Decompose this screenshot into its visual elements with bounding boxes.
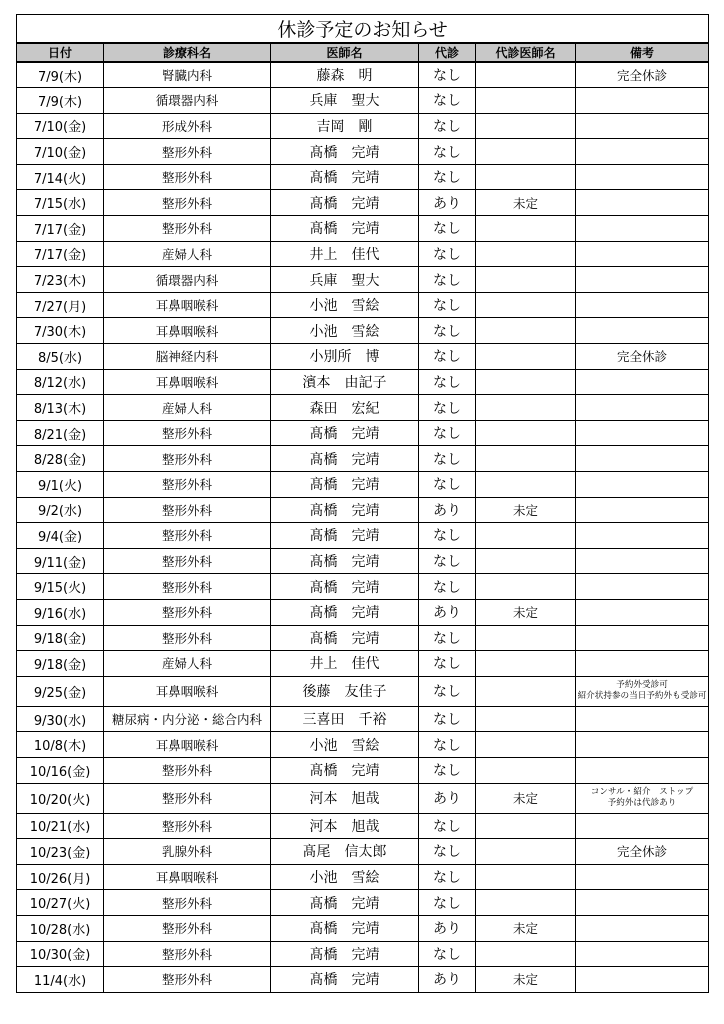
cell-substitute-doctor <box>476 292 576 318</box>
cell-department: 耳鼻咽喉科 <box>104 732 271 758</box>
table-row <box>17 446 709 472</box>
table-row <box>17 497 709 523</box>
cell-remarks: 完全休診 <box>576 62 709 88</box>
cell-doctor: 髙橋 完靖 <box>271 625 419 651</box>
cell-substitute-doctor <box>476 395 576 421</box>
cell-department: 整形外科 <box>104 216 271 242</box>
cell-remarks: 完全休診 <box>576 344 709 370</box>
cell-doctor: 髙橋 完靖 <box>271 190 419 216</box>
cell-doctor: 髙尾 信太郎 <box>271 839 419 865</box>
cell-substitute-doctor <box>476 676 576 706</box>
cell-department: 整形外科 <box>104 472 271 498</box>
cell-substitute-doctor <box>476 548 576 574</box>
cell-doctor: 井上 佳代 <box>271 241 419 267</box>
cell-substitute: あり <box>419 783 476 813</box>
cell-substitute: なし <box>419 651 476 677</box>
table-row <box>17 523 709 549</box>
table-row <box>17 839 709 865</box>
cell-substitute-doctor <box>476 62 576 88</box>
cell-department: 整形外科 <box>104 446 271 472</box>
cell-department: 糖尿病・内分泌・総合内科 <box>104 706 271 732</box>
table-row <box>17 267 709 293</box>
cell-substitute: なし <box>419 757 476 783</box>
table-row <box>17 941 709 967</box>
cell-substitute: あり <box>419 599 476 625</box>
cell-date: 9/4(金) <box>17 523 104 549</box>
cell-doctor: 髙橋 完靖 <box>271 139 419 165</box>
cell-department: 整形外科 <box>104 420 271 446</box>
cell-doctor: 髙橋 完靖 <box>271 472 419 498</box>
cell-doctor: 髙橋 完靖 <box>271 420 419 446</box>
cell-remarks <box>576 967 709 993</box>
cell-department: 整形外科 <box>104 757 271 783</box>
cell-date: 9/18(金) <box>17 625 104 651</box>
cell-department: 整形外科 <box>104 190 271 216</box>
cell-substitute: なし <box>419 706 476 732</box>
cell-substitute-doctor <box>476 139 576 165</box>
cell-department: 産婦人科 <box>104 395 271 421</box>
header-doctor: 医師名 <box>271 43 419 62</box>
table-row <box>17 548 709 574</box>
cell-date: 8/12(水) <box>17 369 104 395</box>
table-row <box>17 676 709 706</box>
cell-remarks <box>576 420 709 446</box>
cell-remarks <box>576 651 709 677</box>
cell-department: 形成外科 <box>104 113 271 139</box>
table-row <box>17 915 709 941</box>
cell-substitute: なし <box>419 292 476 318</box>
cell-substitute: なし <box>419 574 476 600</box>
cell-date: 10/16(金) <box>17 757 104 783</box>
cell-date: 9/2(水) <box>17 497 104 523</box>
cell-remarks <box>576 548 709 574</box>
cell-date: 7/27(月) <box>17 292 104 318</box>
cell-substitute: なし <box>419 523 476 549</box>
cell-substitute-doctor: 未定 <box>476 190 576 216</box>
cell-date: 10/21(水) <box>17 813 104 839</box>
cell-date: 7/23(木) <box>17 267 104 293</box>
cell-department: 耳鼻咽喉科 <box>104 369 271 395</box>
cell-department: 耳鼻咽喉科 <box>104 864 271 890</box>
cell-department: 耳鼻咽喉科 <box>104 318 271 344</box>
table-row <box>17 651 709 677</box>
cell-date: 9/1(火) <box>17 472 104 498</box>
cell-substitute-doctor <box>476 523 576 549</box>
header-row <box>17 43 709 62</box>
table-row <box>17 420 709 446</box>
table-row <box>17 216 709 242</box>
cell-date: 7/30(木) <box>17 318 104 344</box>
cell-department: 整形外科 <box>104 915 271 941</box>
cell-doctor: 髙橋 完靖 <box>271 548 419 574</box>
table-row <box>17 318 709 344</box>
cell-date: 8/21(金) <box>17 420 104 446</box>
table-row <box>17 292 709 318</box>
cell-department: 整形外科 <box>104 548 271 574</box>
cell-remarks <box>576 497 709 523</box>
cell-remarks: 予約外受診可 紹介状持参の当日予約外も受診可 <box>576 676 709 706</box>
cell-substitute-doctor <box>476 706 576 732</box>
cell-date: 8/28(金) <box>17 446 104 472</box>
cell-substitute-doctor: 未定 <box>476 599 576 625</box>
cell-substitute-doctor: 未定 <box>476 783 576 813</box>
cell-substitute: なし <box>419 941 476 967</box>
cell-doctor: 髙橋 完靖 <box>271 216 419 242</box>
cell-department: 整形外科 <box>104 164 271 190</box>
cell-remarks <box>576 292 709 318</box>
cell-substitute-doctor <box>476 732 576 758</box>
cell-department: 整形外科 <box>104 599 271 625</box>
cell-date: 7/14(火) <box>17 164 104 190</box>
cell-doctor: 井上 佳代 <box>271 651 419 677</box>
cell-remarks <box>576 523 709 549</box>
cell-substitute: なし <box>419 420 476 446</box>
cell-substitute-doctor <box>476 369 576 395</box>
cell-doctor: 河本 旭哉 <box>271 813 419 839</box>
cell-date: 8/13(木) <box>17 395 104 421</box>
cell-substitute: なし <box>419 472 476 498</box>
cell-department: 循環器内科 <box>104 267 271 293</box>
table-row <box>17 369 709 395</box>
page-title: 休診予定のお知らせ <box>17 15 709 44</box>
table-row <box>17 62 709 88</box>
cell-substitute: あり <box>419 915 476 941</box>
cell-substitute: なし <box>419 62 476 88</box>
table-row <box>17 241 709 267</box>
cell-date: 10/27(火) <box>17 890 104 916</box>
cell-date: 9/30(水) <box>17 706 104 732</box>
cell-doctor: 兵庫 聖大 <box>271 267 419 293</box>
cell-substitute: なし <box>419 395 476 421</box>
table-row <box>17 599 709 625</box>
cell-substitute: なし <box>419 369 476 395</box>
cell-substitute-doctor: 未定 <box>476 497 576 523</box>
cell-doctor: 髙橋 完靖 <box>271 599 419 625</box>
cell-remarks <box>576 216 709 242</box>
cell-department: 循環器内科 <box>104 88 271 114</box>
cell-doctor: 髙橋 完靖 <box>271 890 419 916</box>
header-department: 診療科名 <box>104 43 271 62</box>
cell-doctor: 小別所 博 <box>271 344 419 370</box>
header-date: 日付 <box>17 43 104 62</box>
cell-substitute-doctor <box>476 420 576 446</box>
cell-remarks <box>576 757 709 783</box>
cell-substitute: なし <box>419 813 476 839</box>
cell-department: 腎臓内科 <box>104 62 271 88</box>
cell-doctor: 三喜田 千裕 <box>271 706 419 732</box>
cell-substitute: なし <box>419 890 476 916</box>
header-substitute-doctor: 代診医師名 <box>476 43 576 62</box>
cell-department: 脳神経内科 <box>104 344 271 370</box>
cell-doctor: 髙橋 完靖 <box>271 941 419 967</box>
cell-doctor: 小池 雪絵 <box>271 318 419 344</box>
cell-remarks: コンサル・紹介 ストップ 予約外は代診あり <box>576 783 709 813</box>
cell-date: 11/4(水) <box>17 967 104 993</box>
cell-substitute-doctor <box>476 164 576 190</box>
cell-doctor: 兵庫 聖大 <box>271 88 419 114</box>
cell-date: 10/8(木) <box>17 732 104 758</box>
cell-substitute: なし <box>419 839 476 865</box>
cell-substitute: あり <box>419 497 476 523</box>
table-row <box>17 757 709 783</box>
table-row <box>17 88 709 114</box>
cell-substitute: なし <box>419 88 476 114</box>
cell-date: 9/25(金) <box>17 676 104 706</box>
cell-department: 産婦人科 <box>104 651 271 677</box>
closure-schedule-table <box>16 14 709 993</box>
cell-doctor: 髙橋 完靖 <box>271 967 419 993</box>
table-row <box>17 344 709 370</box>
table-row <box>17 395 709 421</box>
cell-substitute: なし <box>419 548 476 574</box>
cell-remarks <box>576 190 709 216</box>
cell-doctor: 髙橋 完靖 <box>271 164 419 190</box>
cell-remarks <box>576 625 709 651</box>
cell-doctor: 小池 雪絵 <box>271 864 419 890</box>
cell-date: 9/18(金) <box>17 651 104 677</box>
cell-date: 10/28(水) <box>17 915 104 941</box>
header-substitute: 代診 <box>419 43 476 62</box>
cell-doctor: 髙橋 完靖 <box>271 523 419 549</box>
cell-doctor: 河本 旭哉 <box>271 783 419 813</box>
cell-substitute-doctor <box>476 574 576 600</box>
cell-substitute-doctor <box>476 88 576 114</box>
table-row <box>17 574 709 600</box>
cell-substitute: なし <box>419 267 476 293</box>
cell-substitute: なし <box>419 864 476 890</box>
cell-substitute-doctor <box>476 113 576 139</box>
cell-department: 整形外科 <box>104 783 271 813</box>
cell-remarks <box>576 574 709 600</box>
cell-date: 10/20(火) <box>17 783 104 813</box>
cell-substitute-doctor: 未定 <box>476 915 576 941</box>
cell-date: 10/30(金) <box>17 941 104 967</box>
header-remarks: 備考 <box>576 43 709 62</box>
cell-remarks <box>576 890 709 916</box>
cell-substitute: なし <box>419 113 476 139</box>
cell-substitute-doctor <box>476 839 576 865</box>
cell-remarks <box>576 915 709 941</box>
table-row <box>17 113 709 139</box>
cell-substitute: なし <box>419 625 476 651</box>
cell-remarks <box>576 164 709 190</box>
cell-department: 整形外科 <box>104 497 271 523</box>
table-row <box>17 967 709 993</box>
cell-substitute-doctor <box>476 216 576 242</box>
cell-department: 整形外科 <box>104 574 271 600</box>
cell-substitute-doctor <box>476 864 576 890</box>
table-body <box>17 62 709 992</box>
cell-remarks <box>576 941 709 967</box>
cell-substitute-doctor <box>476 651 576 677</box>
cell-remarks <box>576 267 709 293</box>
cell-substitute-doctor <box>476 813 576 839</box>
cell-department: 乳腺外科 <box>104 839 271 865</box>
table-row <box>17 783 709 813</box>
cell-substitute-doctor <box>476 625 576 651</box>
cell-date: 10/23(金) <box>17 839 104 865</box>
cell-date: 7/15(水) <box>17 190 104 216</box>
cell-substitute-doctor <box>476 472 576 498</box>
cell-doctor: 吉岡 剛 <box>271 113 419 139</box>
cell-department: 耳鼻咽喉科 <box>104 676 271 706</box>
table-row <box>17 813 709 839</box>
table-row <box>17 625 709 651</box>
cell-remarks <box>576 113 709 139</box>
cell-department: 整形外科 <box>104 890 271 916</box>
cell-department: 整形外科 <box>104 523 271 549</box>
cell-remarks <box>576 395 709 421</box>
cell-substitute-doctor: 未定 <box>476 967 576 993</box>
cell-doctor: 小池 雪絵 <box>271 732 419 758</box>
cell-substitute: なし <box>419 344 476 370</box>
cell-substitute: なし <box>419 164 476 190</box>
cell-substitute: なし <box>419 732 476 758</box>
cell-remarks <box>576 88 709 114</box>
cell-date: 7/10(金) <box>17 139 104 165</box>
cell-date: 8/5(水) <box>17 344 104 370</box>
cell-remarks <box>576 864 709 890</box>
table-row <box>17 864 709 890</box>
cell-doctor: 髙橋 完靖 <box>271 497 419 523</box>
table-row <box>17 890 709 916</box>
cell-substitute: なし <box>419 241 476 267</box>
cell-remarks <box>576 472 709 498</box>
cell-date: 7/9(木) <box>17 88 104 114</box>
cell-substitute-doctor <box>476 318 576 344</box>
cell-substitute-doctor <box>476 241 576 267</box>
cell-department: 産婦人科 <box>104 241 271 267</box>
cell-department: 整形外科 <box>104 941 271 967</box>
cell-date: 7/17(金) <box>17 241 104 267</box>
cell-date: 7/17(金) <box>17 216 104 242</box>
cell-substitute-doctor <box>476 446 576 472</box>
cell-remarks <box>576 241 709 267</box>
cell-substitute: なし <box>419 676 476 706</box>
cell-department: 耳鼻咽喉科 <box>104 292 271 318</box>
cell-substitute: なし <box>419 446 476 472</box>
cell-substitute: なし <box>419 216 476 242</box>
cell-substitute-doctor <box>476 941 576 967</box>
cell-substitute: あり <box>419 190 476 216</box>
cell-doctor: 髙橋 完靖 <box>271 446 419 472</box>
cell-remarks <box>576 318 709 344</box>
cell-substitute-doctor <box>476 757 576 783</box>
cell-date: 7/10(金) <box>17 113 104 139</box>
cell-substitute: なし <box>419 139 476 165</box>
cell-date: 9/15(火) <box>17 574 104 600</box>
cell-doctor: 藤森 明 <box>271 62 419 88</box>
cell-doctor: 髙橋 完靖 <box>271 574 419 600</box>
table-row <box>17 732 709 758</box>
cell-remarks <box>576 732 709 758</box>
cell-doctor: 濱本 由記子 <box>271 369 419 395</box>
cell-department: 整形外科 <box>104 139 271 165</box>
title-row <box>17 15 709 44</box>
cell-department: 整形外科 <box>104 813 271 839</box>
table-row <box>17 706 709 732</box>
cell-doctor: 髙橋 完靖 <box>271 757 419 783</box>
table-row <box>17 164 709 190</box>
cell-remarks <box>576 369 709 395</box>
cell-remarks <box>576 446 709 472</box>
cell-substitute-doctor <box>476 344 576 370</box>
table-row <box>17 190 709 216</box>
cell-substitute: なし <box>419 318 476 344</box>
cell-substitute: あり <box>419 967 476 993</box>
cell-department: 整形外科 <box>104 625 271 651</box>
table-row <box>17 472 709 498</box>
cell-date: 9/16(水) <box>17 599 104 625</box>
cell-doctor: 後藤 友佳子 <box>271 676 419 706</box>
cell-substitute-doctor <box>476 267 576 293</box>
cell-remarks <box>576 706 709 732</box>
cell-remarks <box>576 599 709 625</box>
cell-doctor: 小池 雪絵 <box>271 292 419 318</box>
cell-remarks: 完全休診 <box>576 839 709 865</box>
cell-doctor: 髙橋 完靖 <box>271 915 419 941</box>
cell-remarks <box>576 139 709 165</box>
table-row <box>17 139 709 165</box>
cell-doctor: 森田 宏紀 <box>271 395 419 421</box>
cell-substitute-doctor <box>476 890 576 916</box>
cell-date: 9/11(金) <box>17 548 104 574</box>
cell-date: 7/9(木) <box>17 62 104 88</box>
cell-department: 整形外科 <box>104 967 271 993</box>
cell-remarks <box>576 813 709 839</box>
cell-date: 10/26(月) <box>17 864 104 890</box>
